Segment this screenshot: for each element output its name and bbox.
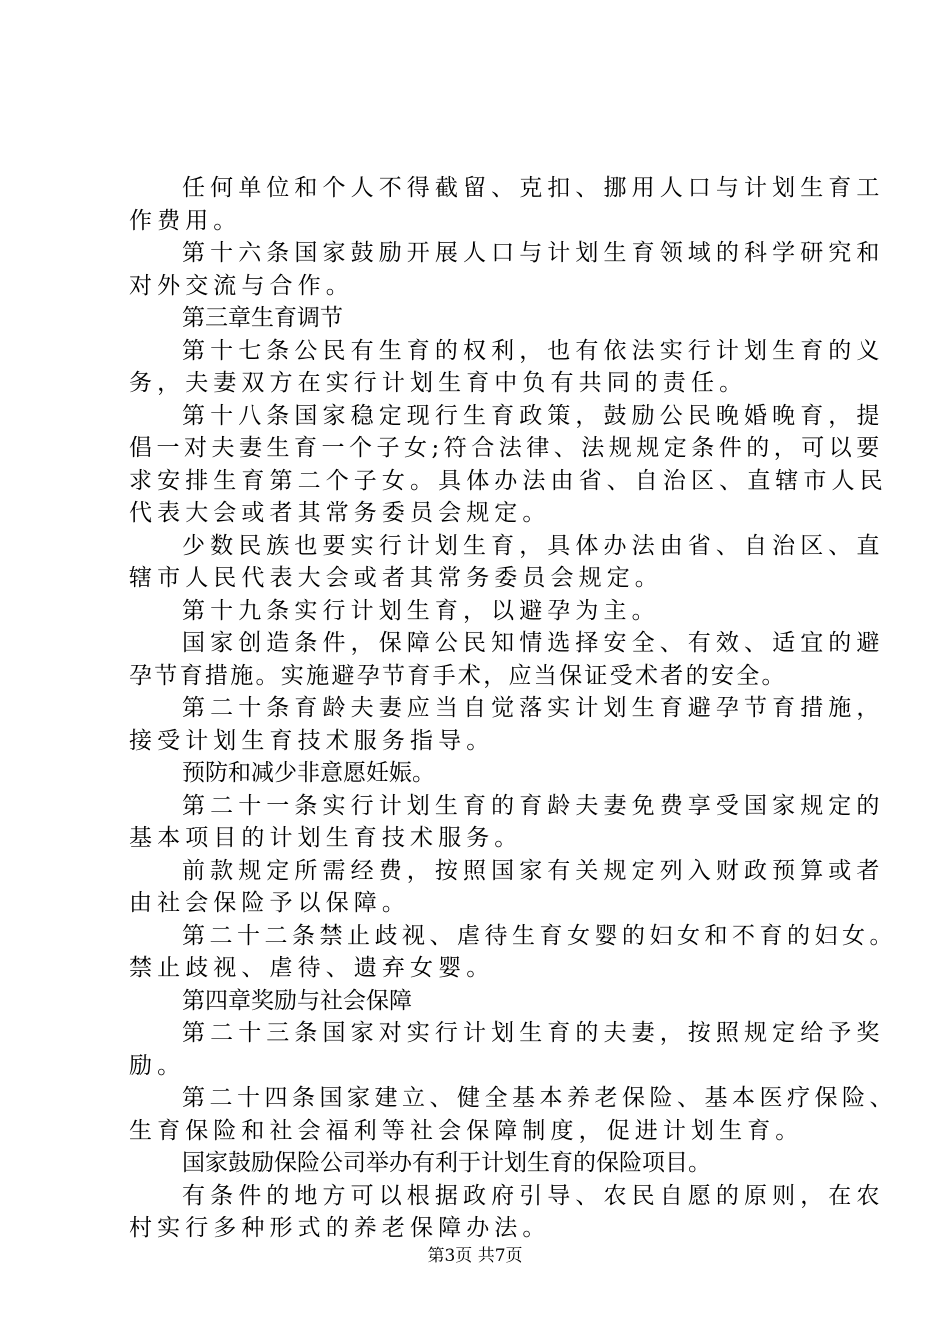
text-line: 代表大会或者其常务委员会规定。: [129, 500, 551, 526]
text-line: 国家鼓励保险公司举办有利于计划生育的保险项目。: [182, 1150, 711, 1176]
text-line: 倡一对夫妻生育一个子女;符合法律、法规规定条件的，可以要: [129, 435, 884, 461]
text-line: 第十七条公民有生育的权利，也有依法实行计划生育的义: [182, 338, 885, 364]
text-line: 第十九条实行计划生育，以避孕为主。: [182, 598, 660, 624]
text-line: 任何单位和个人不得截留、克扣、挪用人口与计划生育工: [182, 175, 885, 201]
text-line: 作费用。: [129, 208, 242, 234]
chapter-heading: 第四章奖励与社会保障: [182, 988, 412, 1014]
text-line: 村实行多种形式的养老保障办法。: [129, 1215, 551, 1241]
text-line: 孕节育措施。实施避孕节育手术，应当保证受术者的安全。: [129, 663, 787, 689]
text-line: 预防和减少非意愿妊娠。: [182, 760, 435, 786]
text-line: 第二十二条禁止歧视、虐待生育女婴的妇女和不育的妇女。: [182, 923, 897, 949]
text-line: 有条件的地方可以根据政府引导、农民自愿的原则，在农: [182, 1183, 885, 1209]
text-line: 基本项目的计划生育技术服务。: [129, 825, 523, 851]
text-line: 禁止歧视、虐待、遗弃女婴。: [129, 955, 495, 981]
text-line: 第十六条国家鼓励开展人口与计划生育领域的科学研究和: [182, 240, 885, 266]
text-line: 励。: [129, 1053, 186, 1079]
text-line: 第二十一条实行计划生育的育龄夫妻免费享受国家规定的: [182, 793, 885, 819]
text-line: 第二十三条国家对实行计划生育的夫妻，按照规定给予奖: [182, 1020, 885, 1046]
page-number-footer: 第3页 共7页: [427, 1246, 523, 1266]
text-line: 辖市人民代表大会或者其常务委员会规定。: [129, 565, 663, 591]
text-line: 由社会保险予以保障。: [129, 890, 410, 916]
text-line: 少数民族也要实行计划生育，具体办法由省、自治区、直: [182, 533, 885, 559]
text-line: 国家创造条件，保障公民知情选择安全、有效、适宜的避: [182, 630, 885, 656]
text-line: 第十八条国家稳定现行生育政策，鼓励公民晚婚晚育，提: [182, 403, 885, 429]
text-line: 接受计划生育技术服务指导。: [129, 728, 495, 754]
chapter-heading: 第三章生育调节: [182, 305, 343, 331]
text-line: 前款规定所需经费，按照国家有关规定列入财政预算或者: [182, 858, 885, 884]
text-line: 求安排生育第二个子女。具体办法由省、自治区、直辖市人民: [129, 468, 888, 494]
text-line: 第二十条育龄夫妻应当自觉落实计划生育避孕节育措施，: [182, 695, 885, 721]
text-line: 务，夫妻双方在实行计划生育中负有共同的责任。: [129, 370, 748, 396]
text-line: 生育保险和社会福利等社会保障制度，促进计划生育。: [129, 1118, 804, 1144]
text-line: 对外交流与合作。: [129, 273, 354, 299]
text-line: 第二十四条国家建立、健全基本养老保险、基本医疗保险、: [182, 1085, 897, 1111]
